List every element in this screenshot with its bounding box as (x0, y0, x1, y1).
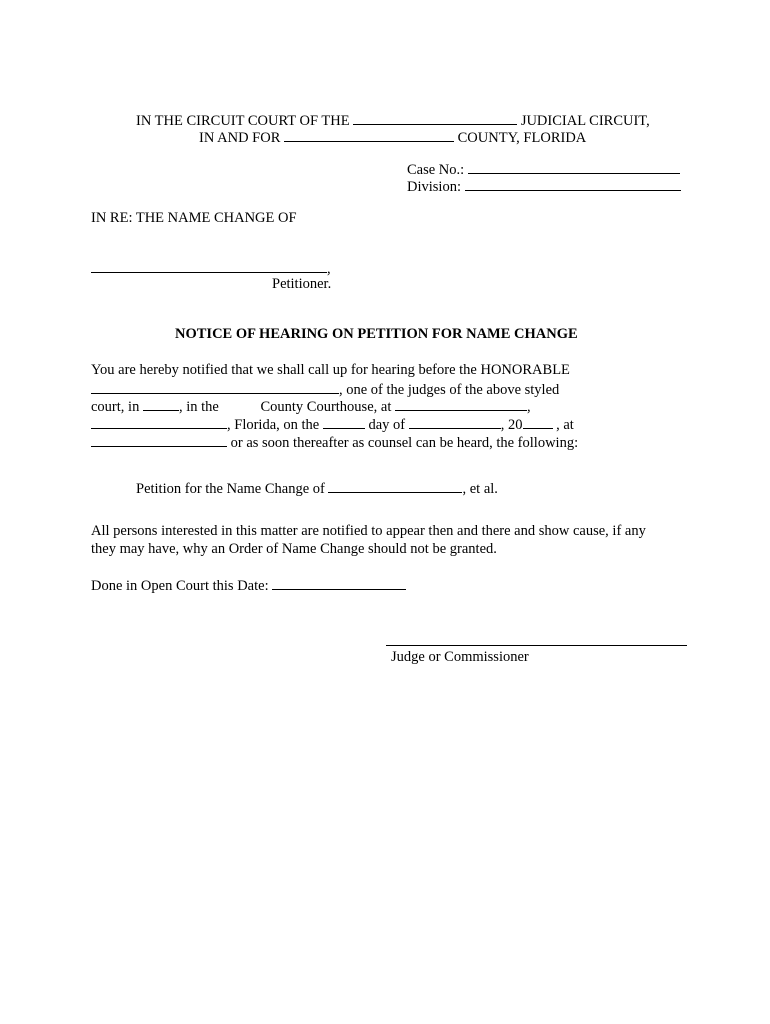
case-no-blank[interactable] (468, 160, 680, 174)
case-no-label: Case No.: (407, 162, 465, 178)
division-row (407, 177, 681, 196)
show-cause-line-2 (91, 541, 497, 558)
year-prefix-text: , 20 (500, 417, 523, 433)
florida-on-the-text: , Florida, on the (227, 417, 320, 433)
county-name-blank[interactable] (143, 397, 179, 411)
body-line-3 (91, 397, 531, 416)
judge-name-blank[interactable] (91, 380, 339, 394)
courthouse-text: County Courthouse, at (260, 399, 392, 415)
county-prefix: IN AND FOR (199, 130, 281, 146)
petitioner-name-blank[interactable] (91, 259, 327, 273)
petition-line (136, 479, 498, 498)
court-header-suffix: JUDICIAL CIRCUIT, (520, 113, 650, 129)
judges-text: , one of the judges of the above styled (339, 382, 560, 398)
body-line-4 (91, 415, 574, 434)
division-blank[interactable] (465, 177, 681, 191)
petition-name-blank[interactable] (328, 479, 462, 493)
show-cause-line-1 (91, 523, 646, 540)
hearing-notice-text: You are hereby notified that we shall call up for hearing before the HONORABLE (91, 362, 570, 378)
petitioner-text: Petitioner. (272, 276, 332, 292)
day-blank[interactable] (323, 415, 365, 429)
month-blank[interactable] (409, 415, 501, 429)
time-blank[interactable] (91, 433, 227, 447)
petition-prefix: Petition for the Name Change of (136, 481, 325, 497)
court-header-line-2 (199, 128, 586, 147)
day-of-text: day of (368, 417, 406, 433)
county-suffix: COUNTY, FLORIDA (457, 130, 587, 146)
petitioner-label (272, 276, 331, 293)
in-the-text: , in the (178, 399, 219, 415)
done-date-blank[interactable] (272, 576, 406, 590)
petitioner-comma: , (327, 261, 331, 277)
court-header-prefix: IN THE CIRCUIT COURT OF THE (136, 113, 350, 129)
court-in-text: court, in (91, 399, 140, 415)
body-line-1 (91, 362, 570, 379)
in-re-caption (91, 210, 297, 227)
at-text: , at (556, 417, 574, 433)
document-title: NOTICE OF HEARING ON PETITION FOR NAME CHANGE (175, 326, 578, 342)
in-re-text: IN RE: THE NAME CHANGE OF (91, 210, 297, 226)
body-line-5 (91, 433, 578, 452)
division-label: Division: (407, 179, 461, 195)
petition-suffix: , et al. (462, 481, 498, 497)
show-cause-text-2: they may have, why an Order of Name Change should not be granted. (91, 541, 497, 557)
done-label: Done in Open Court this Date: (91, 578, 269, 594)
signature-label (391, 649, 529, 666)
judicial-circuit-blank[interactable] (353, 111, 517, 125)
city-blank[interactable] (91, 415, 227, 429)
county-blank[interactable] (284, 128, 454, 142)
courthouse-address-blank[interactable] (395, 397, 527, 411)
show-cause-text-1: All persons interested in this matter are notified to appear then and there and show cause, if any (91, 523, 646, 539)
line3-comma: , (526, 399, 531, 415)
judge-or-commissioner-text: Judge or Commissioner (391, 649, 529, 665)
done-in-court-row (91, 576, 406, 595)
year-blank[interactable] (523, 415, 553, 429)
as-soon-text: or as soon thereafter as counsel can be heard, the following: (230, 435, 579, 451)
signature-line[interactable] (386, 645, 687, 646)
